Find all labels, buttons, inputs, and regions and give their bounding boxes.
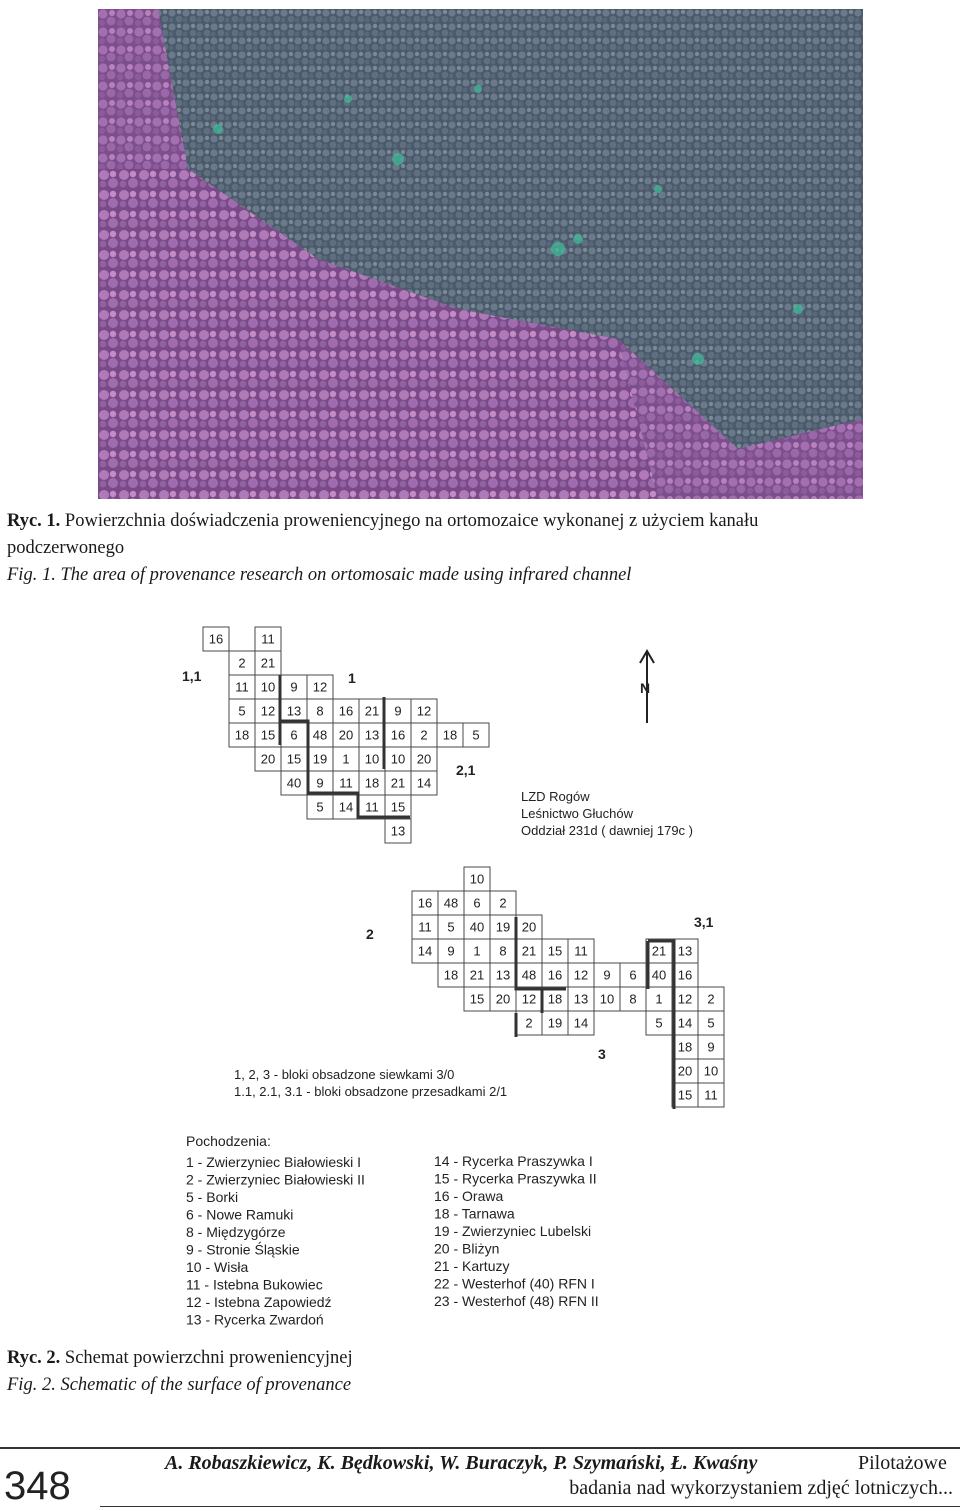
grid-cell	[672, 987, 698, 1011]
grid-cell-value: 14	[338, 799, 354, 815]
grid-cell	[464, 939, 490, 963]
grid-cell-value: 13	[495, 967, 511, 983]
legend-item: 11 - Istebna Bukowiec	[186, 1276, 323, 1293]
grid-cell-value: 9	[316, 775, 324, 791]
block-label-2-1: 2,1	[456, 762, 476, 778]
grid-cell	[385, 795, 411, 819]
grid-cell-value: 2	[499, 895, 507, 911]
grid-cell	[516, 939, 542, 963]
grid-cell-value: 10	[599, 991, 615, 1007]
grid-cell	[672, 1035, 698, 1059]
footer-rule	[0, 1447, 960, 1449]
grid-cell	[646, 963, 672, 987]
figure2-caption-pl	[7, 1345, 353, 1372]
grid-cell-value: 21	[364, 703, 380, 719]
grid-cell	[516, 915, 542, 939]
grid-cell	[412, 915, 438, 939]
grid-cell-value: 18	[442, 727, 458, 743]
grid-cell-value: 20	[416, 751, 432, 767]
grid-cell-value: 20	[260, 751, 276, 767]
legend-title: Pochodzenia:	[186, 1133, 271, 1149]
grid-cell	[646, 939, 672, 963]
grid-cell	[672, 1059, 698, 1083]
grid-cell	[568, 987, 594, 1011]
block-note-2: 1.1, 2.1, 3.1 - bloki obsadzone przesadkami 2/1	[234, 1084, 508, 1099]
grid-cell-value: 16	[390, 727, 406, 743]
grid-cell-value: 5	[655, 1015, 663, 1031]
grid-cell-value: 10	[390, 751, 406, 767]
grid-cell	[542, 987, 568, 1011]
grid-cell-value: 40	[651, 967, 667, 983]
grid-cell-value: 16	[338, 703, 354, 719]
grid-cell	[307, 723, 333, 747]
figure1-caption-pl-line2: podczerwonego	[7, 538, 125, 558]
grid-cell-value: 11	[574, 943, 588, 959]
grid-cell-value: 10	[469, 871, 485, 887]
grid-cell-value: 15	[260, 727, 276, 743]
grid-cell-value: 16	[417, 895, 433, 911]
grid-cell	[281, 699, 307, 723]
running-title-line1: Pilotażowe	[858, 1452, 947, 1474]
grid-cell-value: 12	[521, 991, 537, 1007]
grid-cell-value: 9	[707, 1039, 715, 1055]
grid-cell-value: 19	[495, 919, 511, 935]
grid-cell	[307, 747, 333, 771]
grid-cell	[255, 747, 281, 771]
grid-cell	[490, 963, 516, 987]
figure1-caption-text: Powierzchnia doświadczenia proweniencyjnego na ortomozaice wykonanej z użyciem kanału	[64, 511, 759, 531]
grid-cell-value: 12	[260, 703, 276, 719]
grid-cell	[437, 723, 463, 747]
grid-cell	[438, 963, 464, 987]
grid-cell-value: 9	[447, 943, 455, 959]
grid-cell	[698, 1083, 724, 1107]
grid-cell	[672, 963, 698, 987]
grid-cell	[464, 867, 490, 891]
grid-cell-value: 21	[469, 967, 485, 983]
grid-cell	[333, 747, 359, 771]
grid-cell	[464, 891, 490, 915]
grid-cell	[438, 939, 464, 963]
grid-bottom-blocks	[412, 867, 724, 1107]
grid-cell	[411, 723, 437, 747]
figure1-caption-en: Fig. 1. The area of provenance research on ortomosaic made using infrared channel	[7, 565, 632, 585]
legend-item: 13 - Rycerka Zwardoń	[186, 1311, 324, 1328]
grid-cell-value: 6	[629, 967, 637, 983]
grid-cell	[672, 939, 698, 963]
grid-cell-value: 12	[677, 991, 693, 1007]
grid-cell-value: 8	[499, 943, 507, 959]
grid-cell	[646, 1011, 672, 1035]
grid-cell	[464, 963, 490, 987]
grid-cell-value: 10	[703, 1063, 719, 1079]
grid-cell-value: 20	[338, 727, 354, 743]
grid-cell-value: 21	[521, 943, 537, 959]
legend-item: 18 - Tarnawa	[434, 1205, 515, 1222]
grid-cell	[542, 963, 568, 987]
site-line-1: LZD Rogów	[521, 789, 590, 804]
grid-cell-value: 8	[629, 991, 637, 1007]
grid-cell-value: 15	[390, 799, 406, 815]
block-note-1: 1, 2, 3 - bloki obsadzone siewkami 3/0	[234, 1067, 455, 1082]
legend-item: 16 - Orawa	[434, 1188, 504, 1204]
grid-cell	[672, 1011, 698, 1035]
grid-cell-value: 40	[469, 919, 485, 935]
grid-cell	[412, 891, 438, 915]
running-title-line2: badania nad wykorzystaniem zdjęć lotniczych...	[569, 1477, 953, 1499]
grid-cell-value: 13	[677, 943, 693, 959]
grid-cell	[411, 771, 437, 795]
grid-cell-value: 15	[286, 751, 302, 767]
grid-cell-value: 1	[655, 991, 663, 1007]
grid-cell-value: 9	[290, 679, 298, 695]
grid-cell-value: 5	[707, 1015, 715, 1031]
grid-cell-value: 14	[573, 1015, 589, 1031]
block-label-3: 3	[598, 1046, 606, 1062]
grid-cell	[255, 627, 281, 651]
grid-cell	[542, 1011, 568, 1035]
grid-cell	[229, 699, 255, 723]
grid-top-blocks	[203, 627, 489, 843]
grid-cell-value: 18	[364, 775, 380, 791]
grid-cell-value: 14	[677, 1015, 693, 1031]
grid-cell	[333, 795, 359, 819]
grid-cell-value: 40	[286, 775, 302, 791]
grid-cell-value: 15	[547, 943, 563, 959]
legend-item: 6 - Nowe Ramuki	[186, 1206, 294, 1223]
legend-item: 12 - Istebna Zapowiedź	[186, 1294, 332, 1310]
grid-cell-value: 12	[312, 679, 328, 695]
grid-cell-value: 20	[521, 919, 537, 935]
grid-cell	[385, 771, 411, 795]
grid-cell-value: 15	[469, 991, 485, 1007]
grid-cell	[229, 675, 255, 699]
grid-cell	[698, 987, 724, 1011]
grid-cell	[464, 987, 490, 1011]
legend-item: 21 - Kartuzy	[434, 1258, 510, 1274]
grid-cell-value: 12	[416, 703, 432, 719]
grid-cell-value: 21	[260, 655, 276, 671]
grid-cell-value: 16	[208, 631, 224, 647]
grid-cell	[385, 723, 411, 747]
grid-cell	[568, 939, 594, 963]
grid-cell-value: 14	[417, 943, 433, 959]
grid-cell-value: 18	[443, 967, 459, 983]
grid-cell-value: 11	[365, 799, 379, 815]
grid-cell-value: 18	[234, 727, 250, 743]
grid-cell-value: 5	[238, 703, 246, 719]
grid-cell	[594, 987, 620, 1011]
grid-cell	[281, 771, 307, 795]
grid-cell-value: 8	[316, 703, 324, 719]
grid-cell-value: 11	[704, 1087, 718, 1103]
grid-cell	[229, 651, 255, 675]
grid-cell-value: 1	[342, 751, 350, 767]
grid-cell	[516, 963, 542, 987]
grid-cell	[307, 699, 333, 723]
grid-cell-value: 5	[447, 919, 455, 935]
grid-cell	[359, 747, 385, 771]
orthomosaic-image	[98, 9, 863, 499]
grid-cell-value: 13	[364, 727, 380, 743]
legend-item: 22 - Westerhof (40) RFN I	[434, 1275, 595, 1292]
grid-cell	[698, 1035, 724, 1059]
grid-cell	[203, 627, 229, 651]
grid-cell	[646, 987, 672, 1011]
figure2-caption-text: Schemat powierzchni proweniencyjnej	[64, 1348, 353, 1368]
block-label-3-1: 3,1	[694, 914, 714, 930]
grid-cell	[464, 915, 490, 939]
legend-item: 10 - Wisła	[186, 1259, 249, 1275]
grid-cell-value: 15	[677, 1087, 693, 1103]
grid-cell	[490, 915, 516, 939]
legend-item: 5 - Borki	[186, 1189, 239, 1205]
legend-item: 2 - Zwierzyniec Białowieski II	[186, 1171, 365, 1188]
grid-cell	[412, 939, 438, 963]
grid-cell	[333, 723, 359, 747]
grid-cell-value: 9	[394, 703, 402, 719]
grid-cell	[594, 963, 620, 987]
grid-cell	[542, 939, 568, 963]
grid-cell	[672, 1083, 698, 1107]
grid-cell	[463, 723, 489, 747]
legend-item: 8 - Międzygórze	[186, 1224, 286, 1240]
grid-cell-value: 12	[573, 967, 589, 983]
infrared-orthomosaic	[98, 9, 863, 499]
grid-cell-value: 2	[525, 1015, 533, 1031]
grid-cell-value: 10	[364, 751, 380, 767]
grid-cell-value: 13	[573, 991, 589, 1007]
grid-cell-value: 6	[473, 895, 481, 911]
grid-cell	[255, 723, 281, 747]
grid-cell-value: 2	[707, 991, 715, 1007]
grid-cell-value: 1	[473, 943, 481, 959]
grid-cell	[698, 1011, 724, 1035]
grid-cell	[281, 675, 307, 699]
grid-cell	[438, 915, 464, 939]
grid-cell	[359, 723, 385, 747]
grid-cell	[490, 987, 516, 1011]
figure1-label: Ryc. 1.	[7, 511, 61, 531]
grid-cell-value: 11	[339, 775, 353, 791]
site-line-3: Oddział 231d ( dawniej 179c )	[521, 823, 693, 838]
grid-cell-value: 13	[286, 703, 302, 719]
grid-cell	[490, 939, 516, 963]
grid-cell-value: 2	[420, 727, 428, 743]
legend-item: 15 - Rycerka Praszywka II	[434, 1170, 597, 1187]
legend-item: 19 - Zwierzyniec Lubelski	[434, 1223, 592, 1239]
running-authors: A. Robaszkiewicz, K. Będkowski, W. Buraczyk, P. Szymański, Ł. Kwaśny	[165, 1452, 758, 1474]
block-label-2: 2	[366, 926, 374, 942]
grid-cell-value: 48	[521, 967, 537, 983]
grid-cell	[307, 771, 333, 795]
grid-cell	[411, 747, 437, 771]
grid-cell	[438, 891, 464, 915]
grid-cell-value: 19	[547, 1015, 563, 1031]
grid-cell	[698, 1059, 724, 1083]
grid-cell-value: 48	[443, 895, 459, 911]
grid-cell-value: 11	[261, 631, 275, 647]
grid-cell	[516, 987, 542, 1011]
page-number: 348	[4, 1464, 71, 1508]
grid-cell	[411, 699, 437, 723]
grid-cell	[281, 723, 307, 747]
grid-cell	[281, 747, 307, 771]
grid-cell-value: 5	[472, 727, 480, 743]
grid-cell	[620, 987, 646, 1011]
grid-cell	[255, 651, 281, 675]
footer-rule-bottom	[100, 1506, 960, 1507]
legend-item: 1 - Zwierzyniec Białowieski I	[186, 1154, 362, 1170]
grid-cell-value: 11	[235, 679, 249, 695]
grid-cell-value: 20	[495, 991, 511, 1007]
provenance-schematic	[170, 615, 750, 1335]
grid-cell	[490, 891, 516, 915]
grid-cell-value: 14	[416, 775, 432, 791]
grid-cell	[568, 1011, 594, 1035]
block-label-1-1: 1,1	[182, 668, 202, 684]
grid-cell-value: 5	[316, 799, 324, 815]
grid-cell	[359, 795, 385, 819]
grid-cell-value: 18	[547, 991, 563, 1007]
grid-cell	[385, 819, 411, 843]
grid-cell	[568, 963, 594, 987]
block-label-1: 1	[348, 670, 356, 686]
north-label: N	[640, 680, 651, 696]
grid-cell	[255, 699, 281, 723]
grid-cell-value: 11	[418, 919, 432, 935]
grid-cell	[359, 699, 385, 723]
grid-cell	[255, 675, 281, 699]
grid-cell-value: 48	[312, 727, 328, 743]
provenance-schematic-svg	[170, 615, 750, 1335]
grid-cell-value: 9	[603, 967, 611, 983]
grid-cell-value: 18	[677, 1039, 693, 1055]
legend-item: 14 - Rycerka Praszywka I	[434, 1153, 593, 1169]
grid-cell	[333, 699, 359, 723]
grid-cell-value: 19	[312, 751, 328, 767]
grid-cell	[359, 771, 385, 795]
legend-item: 9 - Stronie Śląskie	[186, 1241, 300, 1258]
grid-cell-value: 21	[651, 943, 667, 959]
grid-cell-value: 10	[260, 679, 276, 695]
grid-cell-value: 16	[547, 967, 563, 983]
legend-item: 20 - Bliżyn	[434, 1240, 500, 1257]
grid-cell	[620, 963, 646, 987]
figure2-caption-en: Fig. 2. Schematic of the surface of provenance	[7, 1375, 352, 1395]
grid-cell	[385, 747, 411, 771]
figure1-caption-pl	[7, 508, 758, 535]
figure2-label: Ryc. 2.	[7, 1348, 61, 1368]
legend-item: 23 - Westerhof (48) RFN II	[434, 1293, 599, 1309]
grid-cell	[516, 1011, 542, 1035]
north-arrow	[640, 651, 654, 723]
legend-left-column	[186, 1154, 365, 1328]
grid-cell-value: 20	[677, 1063, 693, 1079]
grid-cell	[385, 699, 411, 723]
grid-cell-value: 6	[290, 727, 298, 743]
legend-right-column	[434, 1153, 599, 1309]
grid-cell-value: 16	[677, 967, 693, 983]
grid-cell-value: 21	[390, 775, 406, 791]
grid-cell	[307, 795, 333, 819]
grid-cell	[333, 771, 359, 795]
grid-cell	[229, 723, 255, 747]
grid-cell	[307, 675, 333, 699]
site-line-2: Leśnictwo Głuchów	[521, 806, 633, 821]
grid-cell-value: 2	[238, 655, 246, 671]
grid-cell-value: 13	[390, 823, 406, 839]
